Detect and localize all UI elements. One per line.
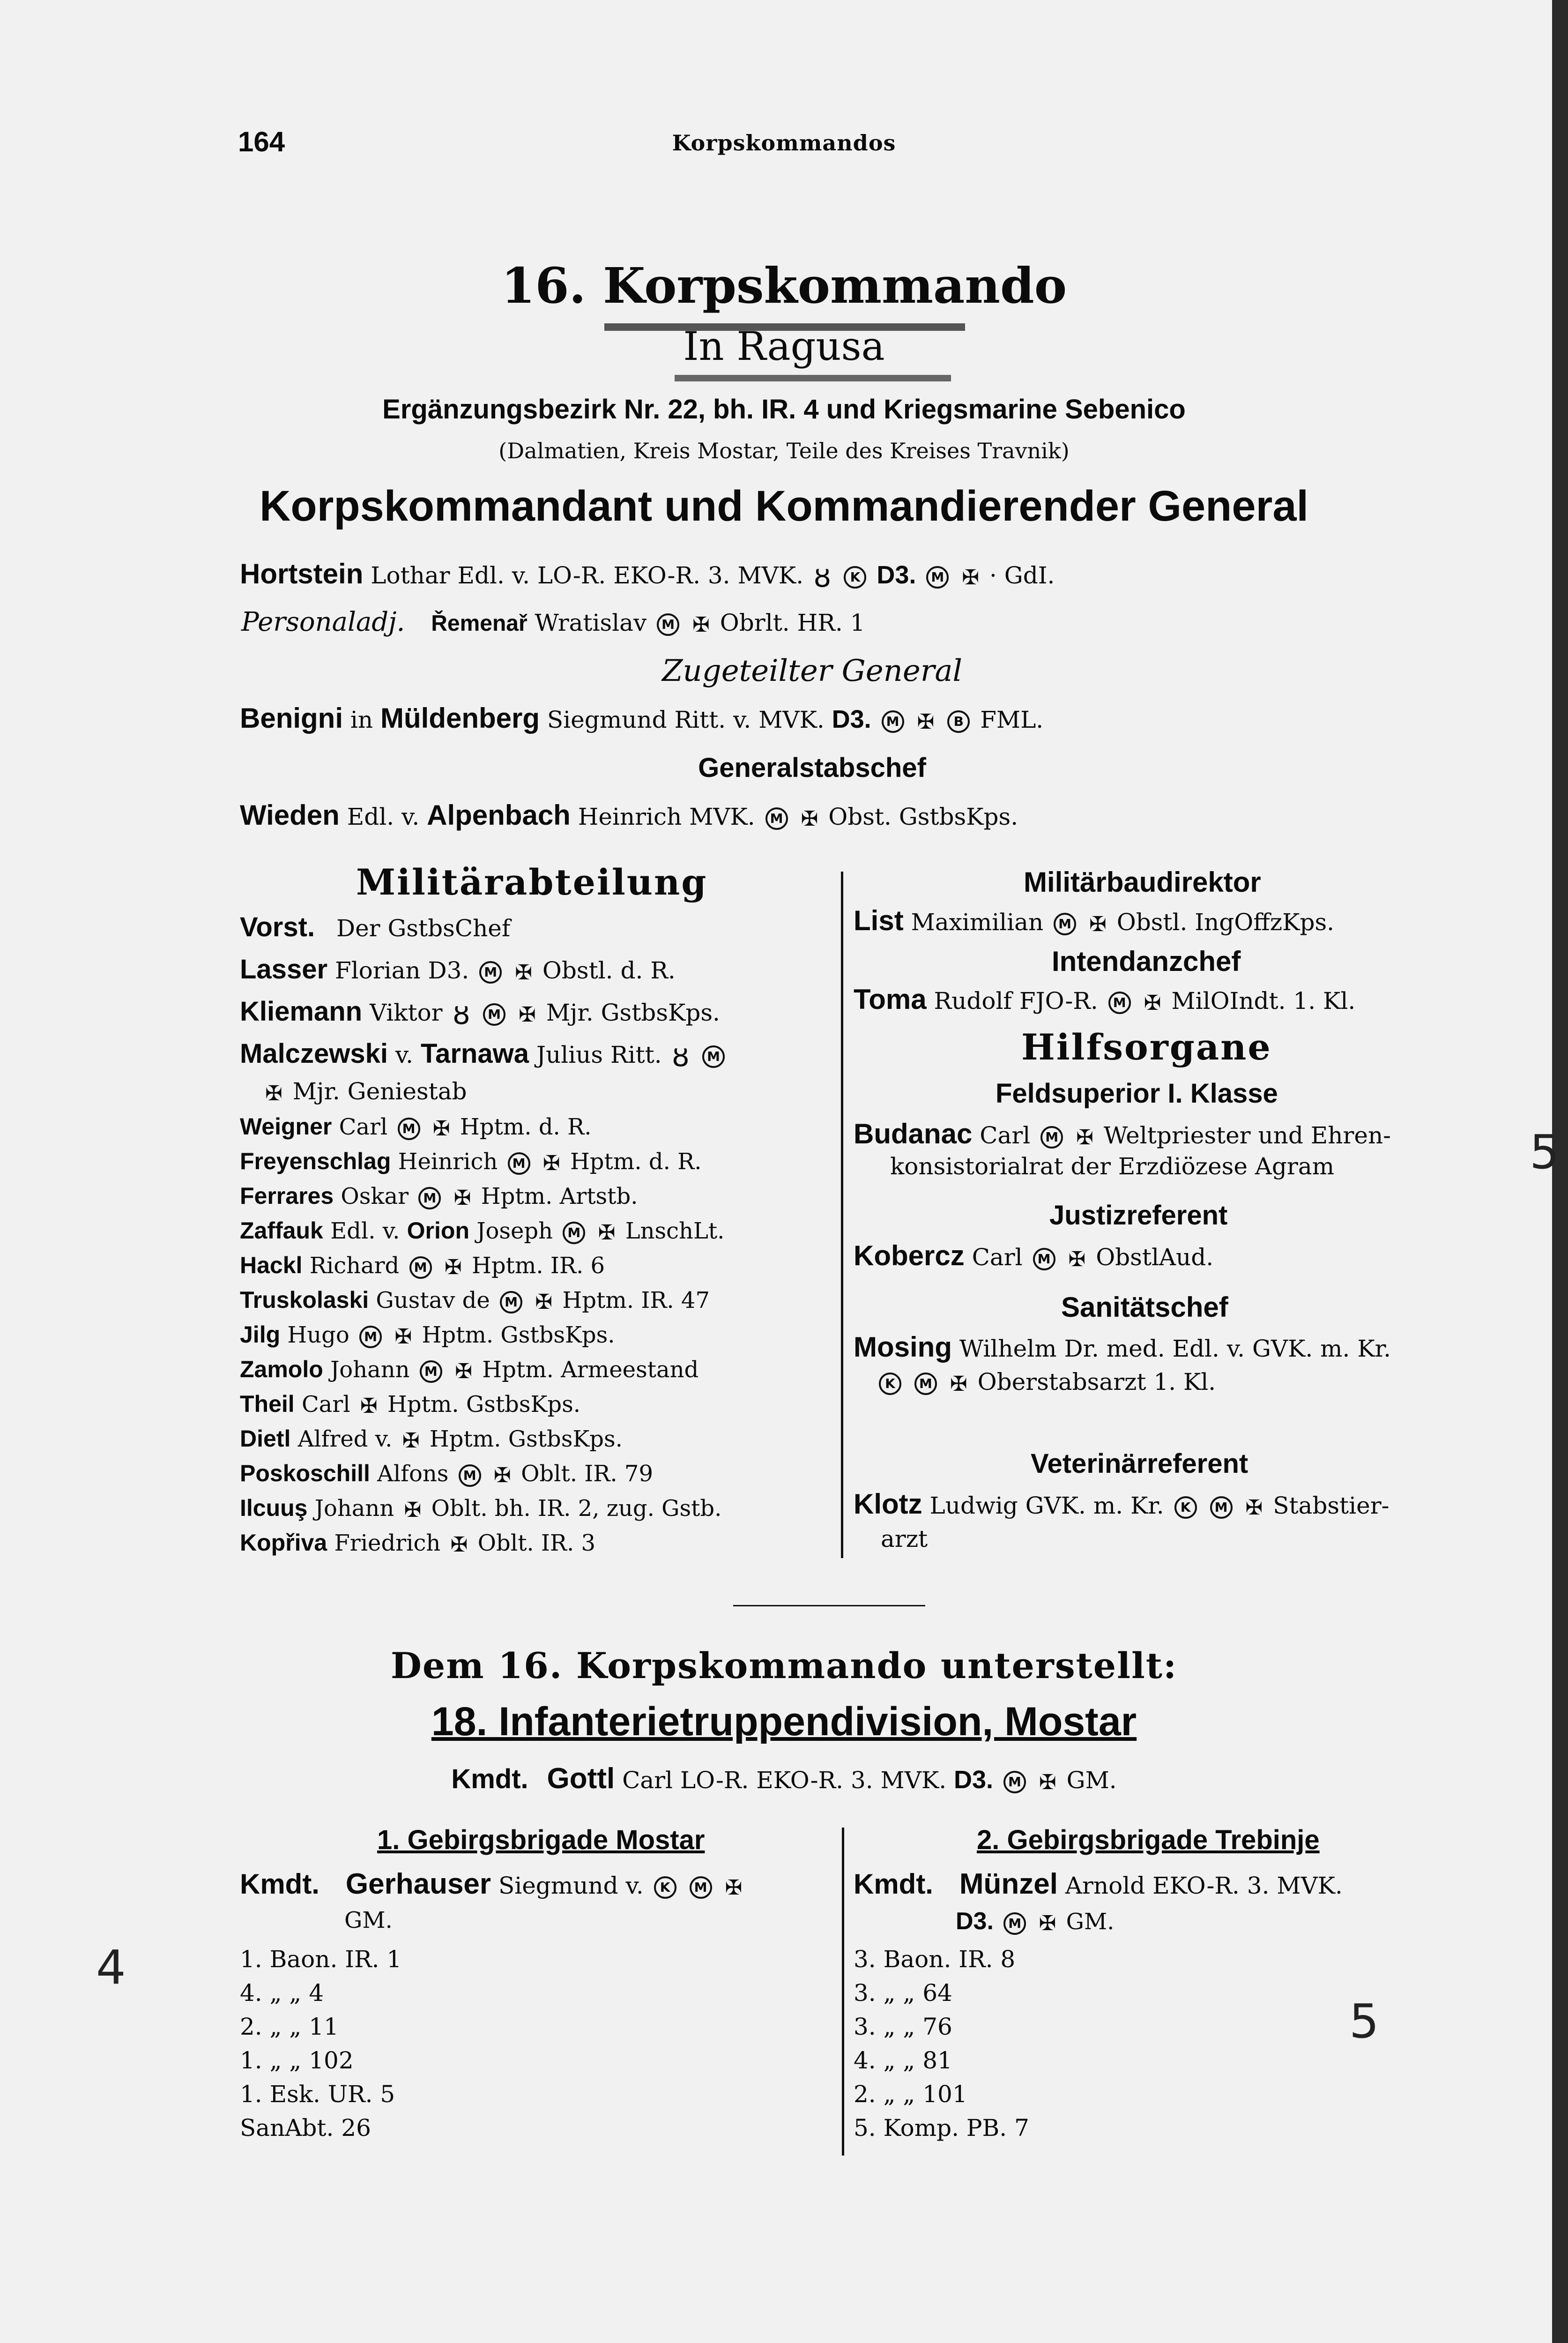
brigade1-kmdt-given: Siegmund v. [498,1872,644,1899]
lasser-line [240,954,676,985]
personaladj-label: Personaladj. [241,607,405,637]
m-mark-icon: M [1033,1248,1055,1270]
zugeteilter-name2: Müldenberg [380,702,540,734]
b-mark-icon: B [947,710,970,733]
intendanz-heading: Intendanzchef [1052,946,1241,977]
k-mark-icon: K [879,1373,901,1395]
list-item: 3. „ „ 64 [854,1979,952,2007]
cross-icon: ✠ [265,1081,282,1105]
budanac-rank: Weltpriester und Ehren- [1103,1122,1391,1149]
m-mark-icon: M [1108,992,1131,1014]
cross-icon: ✠ [394,1325,412,1349]
m-mark-icon: M [1210,1496,1233,1519]
kliemann-rank: Mjr. GstbsKps. [546,999,720,1026]
list-item: Zamolo Johann M ✠ Hptm. Armeestand [240,1356,699,1383]
klotz-titles: Ludwig GVK. m. Kr. [929,1492,1164,1519]
location-subtitle: In Ragusa [683,323,885,369]
commander-heading: Korpskommandant und Kommandierender General [259,482,1309,530]
brigade2-kmdt-titles: Arnold EKO-R. 3. MVK. [1065,1872,1343,1899]
cross-icon: ✠ [444,1255,462,1279]
malczewski-name: Malczewski [240,1038,388,1069]
m-mark-icon: M [479,961,502,984]
handwritten-note-right: 5 [1349,1994,1379,2049]
generalstab-name: Wieden [240,799,340,831]
generalstab-rank: Obst. GstbsKps. [828,803,1018,830]
malczewski-line [240,1038,728,1073]
decoration-icon: ȣ [453,998,470,1031]
cross-icon: ✠ [801,806,818,831]
zugeteilter-line [240,702,1043,734]
m-mark-icon: M [1003,1912,1026,1935]
lasser-name: Lasser [240,954,328,985]
m-mark-icon: M [459,1464,481,1487]
cross-icon: ✠ [1076,1125,1093,1149]
list-item: Jilg Hugo M ✠ Hptm. GstbsKps. [240,1321,615,1349]
brigade1-heading: 1. Gebirgsbrigade Mostar [377,1825,705,1855]
list-item: Freyenschlag Heinrich M ✠ Hptm. d. R. [240,1148,702,1175]
list-item: 1. Esk. UR. 5 [240,2081,395,2108]
commander-line [240,558,1055,594]
malczewski-rank: Mjr. Geniestab [292,1078,467,1105]
commander-titles: Lothar Edl. v. LO-R. EKO-R. 3. MVK. [371,562,804,589]
cross-icon: ✠ [493,1463,511,1487]
generalstab-titles: Heinrich MVK. [578,803,755,830]
toma-given: Rudolf FJO-R. [934,987,1098,1015]
cross-icon: ✠ [432,1117,450,1141]
lasser-given: Florian D3. [334,957,469,984]
m-mark-icon: M [1003,1771,1026,1793]
brigade2-kmdt-label: Kmdt. [854,1868,933,1900]
generalstab-name2: Alpenbach [427,799,571,831]
division-kmdt-rank: GM. [1066,1767,1117,1794]
personaladj-rank: Obrlt. HR. 1 [720,609,865,636]
list-rank: Obstl. IngOffzKps. [1116,909,1335,936]
commander-name: Hortstein [240,558,364,589]
klotz-line2: arzt [881,1525,928,1552]
zugeteilter-in: in [350,706,373,733]
cross-icon: ✠ [1144,991,1161,1015]
m-mark-icon: M [409,1256,432,1279]
personaladj-name: Řemenař [431,611,528,636]
generalstab-edl: Edl. v. [347,803,420,830]
m-mark-icon: M [926,566,949,589]
klotz-line [854,1488,1390,1520]
cross-icon: ✠ [450,1533,468,1557]
section-divider [733,1605,925,1606]
column-divider [841,872,843,1558]
klotz-name: Klotz [854,1488,922,1520]
brigade1-kmdt-name: Gerhauser [345,1868,491,1900]
division-heading: 18. Infanterietruppendivision, Mostar [431,1699,1137,1744]
list-item: Theil Carl ✠ Hptm. GstbsKps. [240,1391,581,1418]
toma-name: Toma [854,984,927,1015]
commander-d3: D3. [877,561,916,589]
list-line [854,904,1334,937]
mosing-rank: Oberstabsarzt 1. Kl. [977,1368,1216,1395]
personaladj-line [241,607,865,637]
k-mark-icon: K [844,566,866,589]
cross-icon: ✠ [1089,912,1107,936]
m-mark-icon: M [398,1118,420,1140]
list-item: Ferrares Oskar M ✠ Hptm. Artstb. [240,1183,638,1210]
brigade1-kmdt-rank: GM. [344,1907,393,1933]
cross-icon: ✠ [598,1221,616,1245]
zugeteilter-d3: D3. [832,705,871,733]
zugeteilter-titles: Siegmund Ritt. v. MVK. [547,706,825,733]
budanac-name: Budanac [854,1118,973,1149]
generalstab-heading: Generalstabschef [698,753,926,783]
cross-icon: ✠ [1245,1495,1263,1520]
vorst-value: Der GstbsChef [336,915,511,942]
cross-icon: ✠ [542,1151,560,1175]
cross-icon: ✠ [692,612,710,637]
cross-icon: ✠ [1039,1770,1056,1794]
brigade2-units [854,1942,1029,2145]
sanitaet-heading: Sanitätschef [1061,1291,1228,1323]
cross-icon: ✠ [455,1359,472,1383]
m-mark-icon: M [1040,1126,1063,1149]
cross-icon: ✠ [360,1394,378,1418]
list-item: 1. Baon. IR. 1 [240,1946,402,1973]
list-item: 2. „ „ 11 [240,2013,339,2040]
mosing-line [854,1331,1391,1363]
page-number: 164 [238,126,285,157]
list-item: Weigner Carl M ✠ Hptm. d. R. [240,1113,592,1141]
budanac-line [854,1118,1391,1150]
handwritten-note-edge: 5 [1530,1125,1560,1179]
m-mark-icon: M [418,1187,441,1209]
brigade-divider [842,1828,844,2156]
veterinaer-heading: Veterinärreferent [1031,1448,1248,1479]
m-mark-icon: M [690,1876,712,1899]
k-mark-icon: K [1174,1496,1197,1519]
unterstellt-heading: Dem 16. Korpskommando unterstellt: [391,1645,1177,1686]
brigade2-kmdt-rank: GM. [1066,1909,1115,1935]
division-kmdt-label: Kmdt. [451,1764,528,1794]
division-kmdt-name: Gottl [547,1762,615,1795]
mosing-line2 [876,1368,1216,1396]
justiz-heading: Justizreferent [1049,1200,1228,1231]
vorst-label: Vorst. [240,912,315,942]
m-mark-icon: M [500,1291,522,1313]
klotz-rank: Stabstier- [1273,1492,1390,1519]
kobercz-name: Kobercz [854,1240,965,1271]
list-item: 3. „ „ 76 [854,2013,952,2040]
personaladj-given: Wratislav [535,609,647,636]
list-item: 4. „ „ 4 [240,1979,324,2007]
handwritten-note-left: 4 [96,1940,126,1995]
cross-icon: ✠ [453,1186,471,1210]
hilfsorgane-heading: Hilfsorgane [1021,1026,1272,1068]
toma-rank: MilOIndt. 1. Kl. [1171,987,1356,1015]
ergaenzungsbezirk: Ergänzungsbezirk Nr. 22, bh. IR. 4 und Kriegsmarine Sebenico [382,394,1186,425]
brigade1-units [240,1942,401,2145]
m-mark-icon: M [359,1326,382,1348]
list-item: Zaffauk Edl. v. Orion Joseph M ✠ LnschLt. [240,1217,725,1245]
m-mark-icon: M [1054,913,1076,935]
running-title: Korpskommandos [672,130,896,156]
toma-line [854,983,1355,1015]
list-item: Poskoschill Alfons M ✠ Oblt. IR. 79 [240,1460,653,1487]
brigade2-kmdt-name: Münzel [959,1868,1058,1900]
list-name: List [854,905,904,936]
list-item: 1. „ „ 102 [240,2047,354,2074]
division-kmdt-line [0,1762,1568,1795]
m-mark-icon: M [914,1373,937,1395]
brigade1-kmdt-label: Kmdt. [240,1868,320,1900]
location-underline [675,375,951,381]
kliemann-name: Kliemann [240,996,363,1027]
brigade2-kmdt-d3: D3. [956,1908,994,1935]
m-mark-icon: M [657,613,679,636]
zugeteilter-rank: FML. [980,706,1044,733]
cross-icon: ✠ [535,1290,553,1314]
list-item: 3. Baon. IR. 8 [854,1946,1016,1973]
cross-icon: ✠ [1068,1247,1086,1271]
list-item: 5. Komp. PB. 7 [854,2114,1029,2142]
kobercz-given: Carl [972,1244,1023,1271]
page-title: 16. Korpskommando [501,257,1067,314]
kobercz-rank: ObstlAud. [1096,1244,1214,1271]
brigade2-kmdt-line [854,1867,1343,1901]
brigade1-kmdt-line [240,1867,745,1901]
mosing-titles: Wilhelm Dr. med. Edl. v. GVK. m. Kr. [959,1335,1391,1362]
m-mark-icon: M [508,1152,530,1175]
division-kmdt-d3: D3. [954,1766,994,1794]
zugeteilter-name: Benigni [240,702,343,734]
list-item: Kopřiva Friedrich ✠ Oblt. IR. 3 [240,1530,596,1557]
cross-icon: ✠ [950,1372,967,1396]
generalstab-line [240,799,1018,831]
malczewski-v: v. [395,1041,414,1068]
kliemann-line [240,996,720,1031]
cross-icon: ✠ [917,709,935,734]
m-mark-icon: M [483,1003,505,1026]
malczewski-name2: Tarnawa [420,1038,529,1069]
budanac-given: Carl [980,1122,1031,1149]
brigade2-kmdt-line2 [956,1907,1114,1935]
malczewski-given: Julius Ritt. [536,1041,662,1068]
vorst-line [240,911,510,943]
zugeteilter-heading: Zugeteilter General [662,654,962,688]
m-mark-icon: M [702,1045,725,1068]
militaerabteilung-heading: Militärabteilung [356,861,708,903]
feldsuperior-heading: Feldsuperior I. Klasse [996,1078,1278,1109]
mosing-name: Mosing [854,1331,952,1363]
cross-icon: ✠ [404,1498,422,1522]
cross-icon: ✠ [725,1875,743,1900]
list-item: Ilcuuş Johann ✠ Oblt. bh. IR. 2, zug. Gstb. [240,1495,722,1522]
cross-icon: ✠ [1039,1911,1056,1935]
m-mark-icon: M [882,710,904,733]
malczewski-line2 [262,1078,467,1105]
m-mark-icon: M [563,1222,585,1244]
list-given: Maximilian [911,909,1044,936]
lasser-rank: Obstl. d. R. [542,957,676,984]
list-item: Dietl Alfred v. ✠ Hptm. GstbsKps. [240,1425,623,1453]
cross-icon: ✠ [515,960,533,985]
commander-rank: · GdI. [989,562,1055,589]
list-item: 2. „ „ 101 [854,2081,967,2108]
kobercz-line [854,1239,1213,1272]
list-item: Hackl Richard M ✠ Hptm. IR. 6 [240,1252,605,1279]
cross-icon: ✠ [962,565,980,589]
region-note: (Dalmatien, Kreis Mostar, Teile des Kreises Travnik) [498,438,1070,463]
list-item: Truskolaski Gustav de M ✠ Hptm. IR. 47 [240,1287,710,1314]
m-mark-icon: M [420,1360,442,1383]
cross-icon: ✠ [402,1429,420,1453]
division-kmdt-titles: Carl LO-R. EKO-R. 3. MVK. [622,1767,947,1794]
baudirektor-heading: Militärbaudirektor [1024,866,1261,898]
decoration-icon: ȣ [813,561,831,594]
brigade2-heading: 2. Gebirgsbrigade Trebinje [977,1825,1320,1855]
cross-icon: ✠ [518,1002,536,1027]
m-mark-icon: M [765,807,788,830]
budanac-line2: konsistorialrat der Erzdiözese Agram [890,1153,1335,1180]
list-item: 4. „ „ 81 [854,2047,952,2074]
list-item: SanAbt. 26 [240,2114,371,2142]
k-mark-icon: K [654,1876,676,1899]
decoration-icon: ȣ [672,1040,690,1073]
kliemann-given: Viktor [369,999,443,1026]
